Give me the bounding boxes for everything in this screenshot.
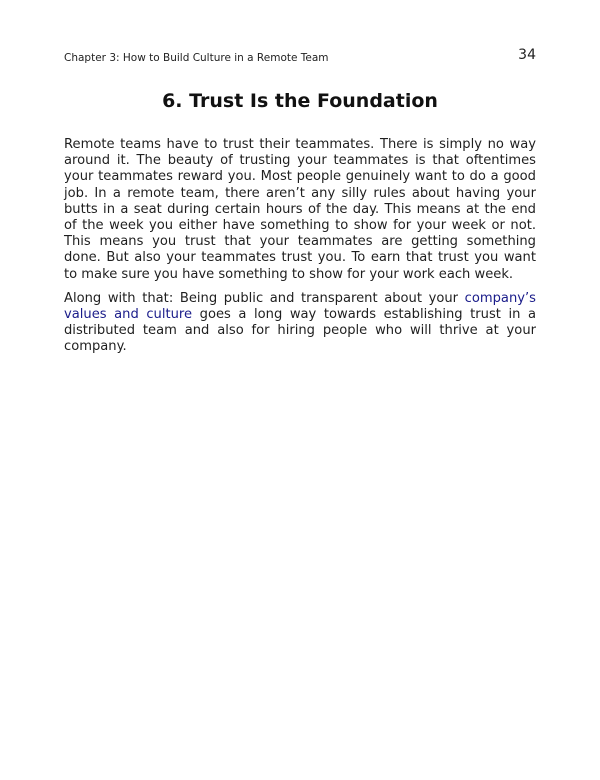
page-number: 34: [518, 47, 536, 63]
body-text: [64, 137, 536, 364]
section-heading: 6. Trust Is the Foundation: [162, 90, 438, 112]
paragraph-trust: Remote teams have to trust their teammates. There is simply no way around it. The beauty of trusting your teammates is that oftentimes your teammates reward you. Most people genuinely want to do a good job. In a remote team, there aren’t any silly rules about having your butts in a seat during certain hours of the day. This means at the end of the week you either have something to show for your week or not. This means you trust that your teammates are getting something done. But also your teammates trust you. To earn that trust you want to make sure you have something to show for your work each week.: [64, 137, 536, 282]
values-and-culture-link[interactable]: company’s values and culture: [64, 290, 536, 323]
chapter-title: Chapter 3: How to Build Culture in a Remote Team: [64, 52, 329, 64]
paragraph-text-before-link: Along with that: Being public and transparent about your: [64, 290, 465, 306]
paragraph-transparency: [64, 291, 536, 356]
running-header: [64, 46, 536, 68]
paragraph-text-after-link: goes a long way towards establishing trust in a distributed team and also for hiring people who will thrive at your company.: [64, 307, 537, 355]
